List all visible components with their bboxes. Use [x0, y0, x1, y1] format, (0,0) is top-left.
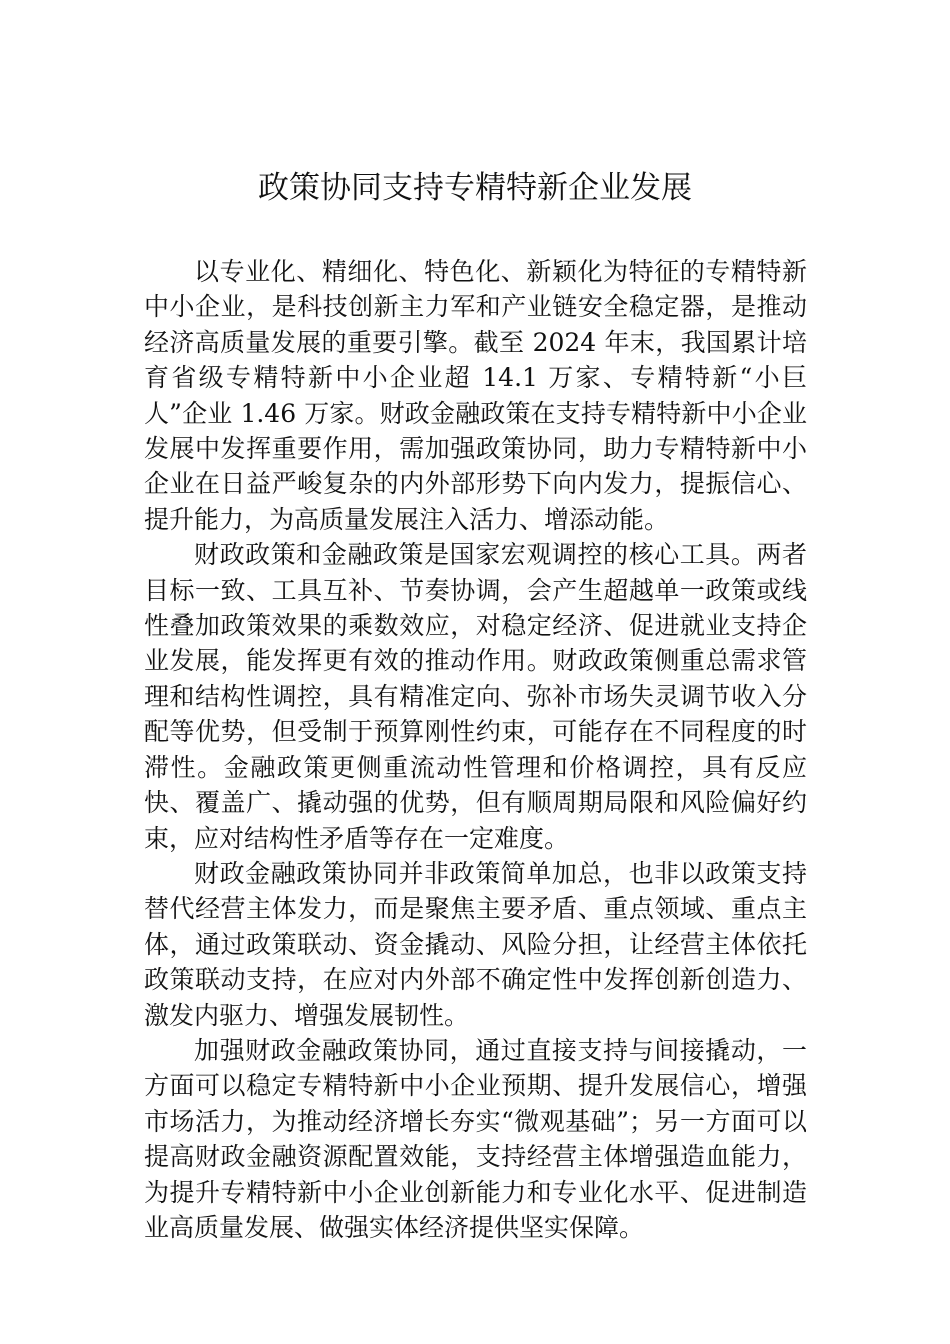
paragraph-3: 财政金融政策协同并非政策简单加总，也非以政策支持替代经营主体发力，而是聚焦主要矛盾、重点领域、重点主体，通过政策联动、资金撬动、风险分担，让经营主体依托政策联动支持，在应对内外部不确定性中发挥创新创造力、激发内驱力、增强发展韧性。 [144, 858, 807, 1030]
document-body [144, 254, 807, 1245]
paragraph-4: 加强财政金融政策协同，通过直接支持与间接撬动，一方面可以稳定专精特新中小企业预期、提升发展信心，增强市场活力，为推动经济增长夯实“微观基础”；另一方面可以提高财政金融资源配置效能，支持经营主体增强造血能力，为提升专精特新中小企业创新能力和专业化水平、促进制造业高质量发展、做强实体经济提供坚实保障。 [144, 1035, 807, 1242]
paragraph-1: 以专业化、精细化、特色化、新颖化为特征的专精特新中小企业，是科技创新主力军和产业链安全稳定器，是推动经济高质量发展的重要引擎。截至 2024 年末，我国累计培育省级专精特新中小企业超 14.1 万家、专精特新“小巨人”企业 1.46 万家。财政金融政策在支持专精特新中小企业发展中发挥重要作用，需加强政策协同，助力专精特新中小企业在日益严峻复杂的内外部形势下向内发力，提振信心、提升能力，为高质量发展注入活力、增添动能。 [144, 257, 807, 534]
document-title: 政策协同支持专精特新企业发展 [258, 170, 692, 206]
paragraph-2: 财政政策和金融政策是国家宏观调控的核心工具。两者目标一致、工具互补、节奏协调，会产生超越单一政策或线性叠加政策效果的乘数效应，对稳定经济、促进就业支持企业发展，能发挥更有效的推动作用。财政政策侧重总需求管理和结构性调控，具有精准定向、弥补市场失灵调节收入分配等优势，但受制于预算刚性约束，可能存在不同程度的时滞性。金融政策更侧重流动性管理和价格调控，具有反应快、覆盖广、撬动强的优势，但有顺周期局限和风险偏好约束，应对结构性矛盾等存在一定难度。 [144, 540, 807, 853]
